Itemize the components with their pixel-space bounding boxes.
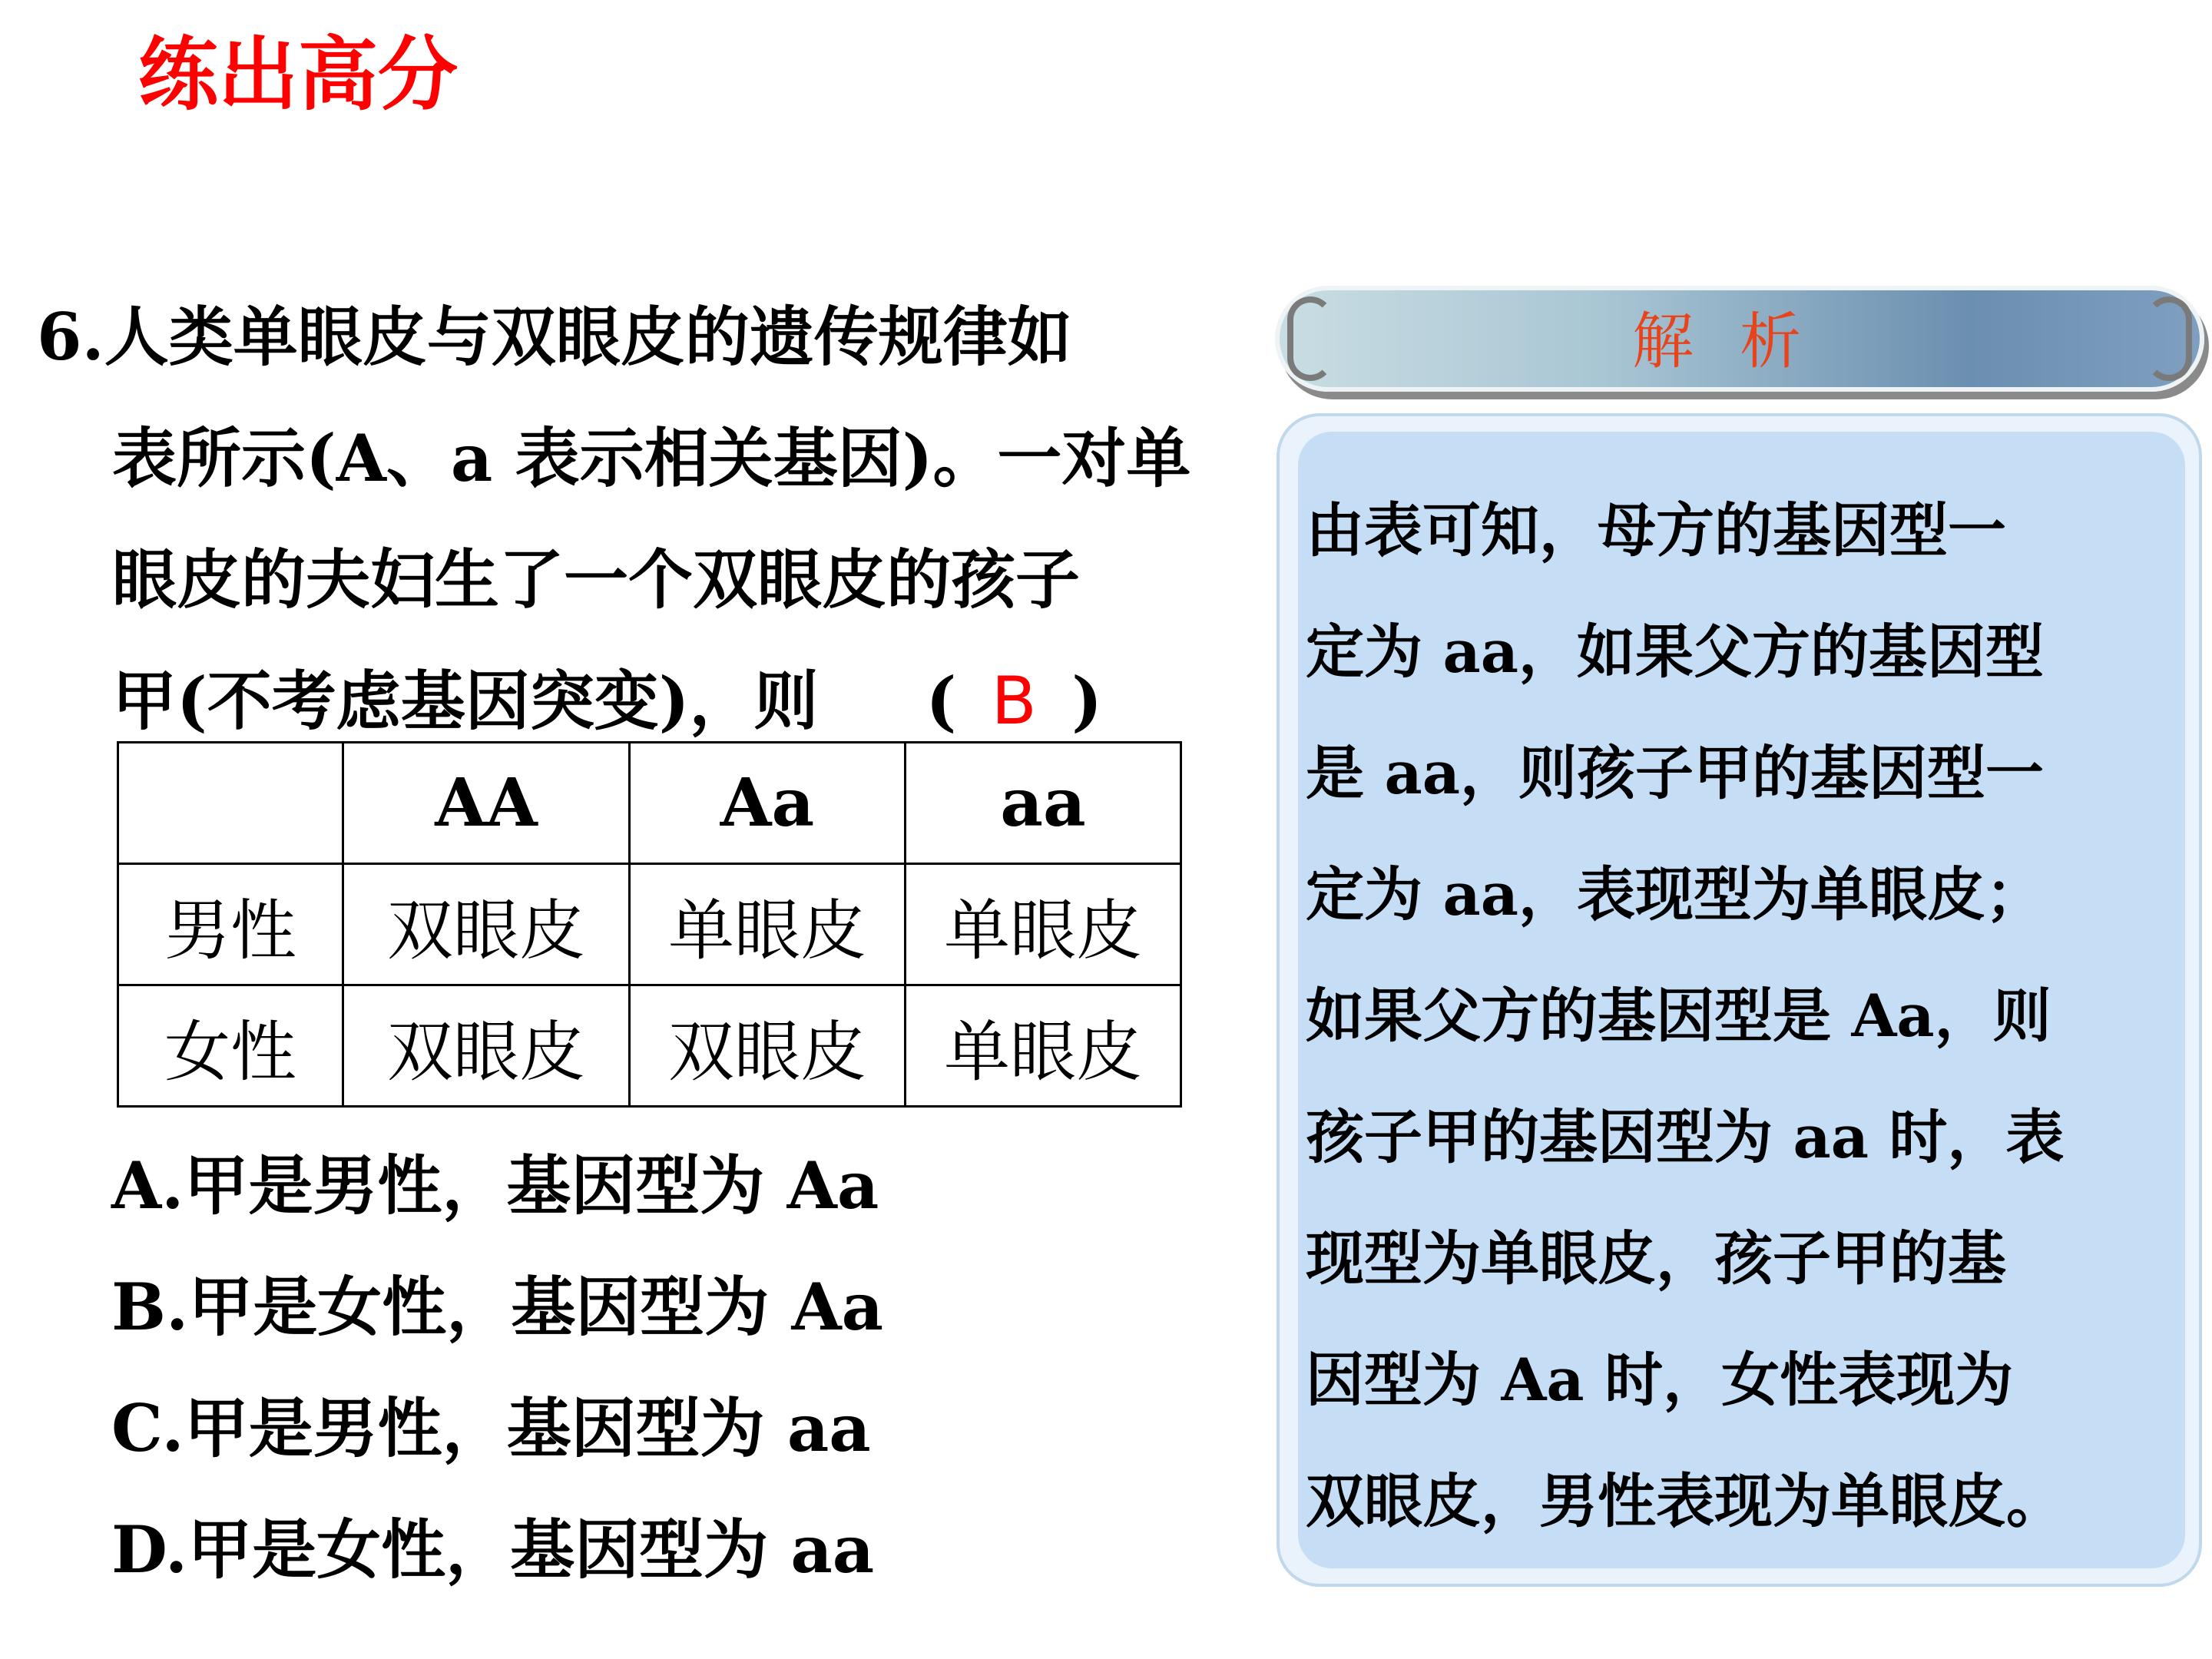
option-c: C.甲是男性，基因型为 aa: [111, 1390, 871, 1466]
analysis-line: 现型为单眼皮，孩子甲的基: [1306, 1224, 2006, 1293]
answer-paren-close: ): [1071, 663, 1102, 739]
question-line: 表所示(A、a 表示相关基因)。一对单: [112, 420, 1191, 496]
table-row-label: 女性: [118, 985, 343, 1107]
analysis-line: 定为 aa，表现型为单眼皮；: [1306, 860, 2044, 929]
table-row: [118, 985, 1181, 1107]
answer-letter: B: [991, 663, 1037, 740]
table-cell: 双眼皮: [343, 864, 630, 985]
table-cell: 单眼皮: [906, 864, 1181, 985]
question-stem: [37, 276, 1266, 762]
table-header-cell: [118, 743, 343, 864]
table-cell: 双眼皮: [630, 985, 906, 1107]
question-line-text: 甲(不考虑基因突变)，则: [112, 663, 819, 739]
table-header-cell: aa: [906, 743, 1181, 864]
analysis-line: 由表可知，母方的基因型一: [1306, 496, 2006, 565]
genotype-table: [117, 741, 1182, 1108]
analysis-line: 是 aa，则孩子甲的基因型一: [1306, 739, 2044, 807]
option-d: D.甲是女性，基因型为 aa: [111, 1512, 875, 1588]
answer-paren-open: (: [926, 663, 957, 739]
analysis-line: 定为 aa，如果父方的基因型: [1306, 618, 2044, 686]
table-header-cell: Aa: [630, 743, 906, 864]
table-cell: 单眼皮: [630, 864, 906, 985]
answer-options: [111, 1125, 883, 1611]
option-b: B.甲是女性，基因型为 Aa: [111, 1269, 884, 1345]
table-header-row: [118, 743, 1181, 864]
analysis-line: 孩子甲的基因型为 aa 时，表: [1306, 1103, 2065, 1171]
analysis-line: 因型为 Aa 时，女性表现为: [1306, 1346, 2014, 1414]
question-line: 眼皮的夫妇生了一个双眼皮的孩子: [112, 541, 1081, 618]
option-a: A.甲是男性，基因型为 Aa: [111, 1147, 879, 1224]
page-title: 练出高分: [138, 28, 459, 121]
analysis-line: 如果父方的基因型是 Aa，则: [1306, 982, 2051, 1050]
question-line: 6.人类单眼皮与双眼皮的遗传规律如: [37, 299, 1072, 375]
table-header-cell: AA: [343, 743, 630, 864]
analysis-panel: [1298, 432, 2185, 1568]
analysis-label: 解析: [1632, 306, 1847, 377]
table-row: [118, 864, 1181, 985]
table-row-label: 男性: [118, 864, 343, 985]
table-cell: 单眼皮: [906, 985, 1181, 1107]
analysis-text: [1306, 470, 2177, 1562]
analysis-line: 双眼皮，男性表现为单眼皮。: [1306, 1467, 2065, 1535]
table-cell: 双眼皮: [343, 985, 630, 1107]
analysis-header-button[interactable]: [1275, 286, 2204, 392]
